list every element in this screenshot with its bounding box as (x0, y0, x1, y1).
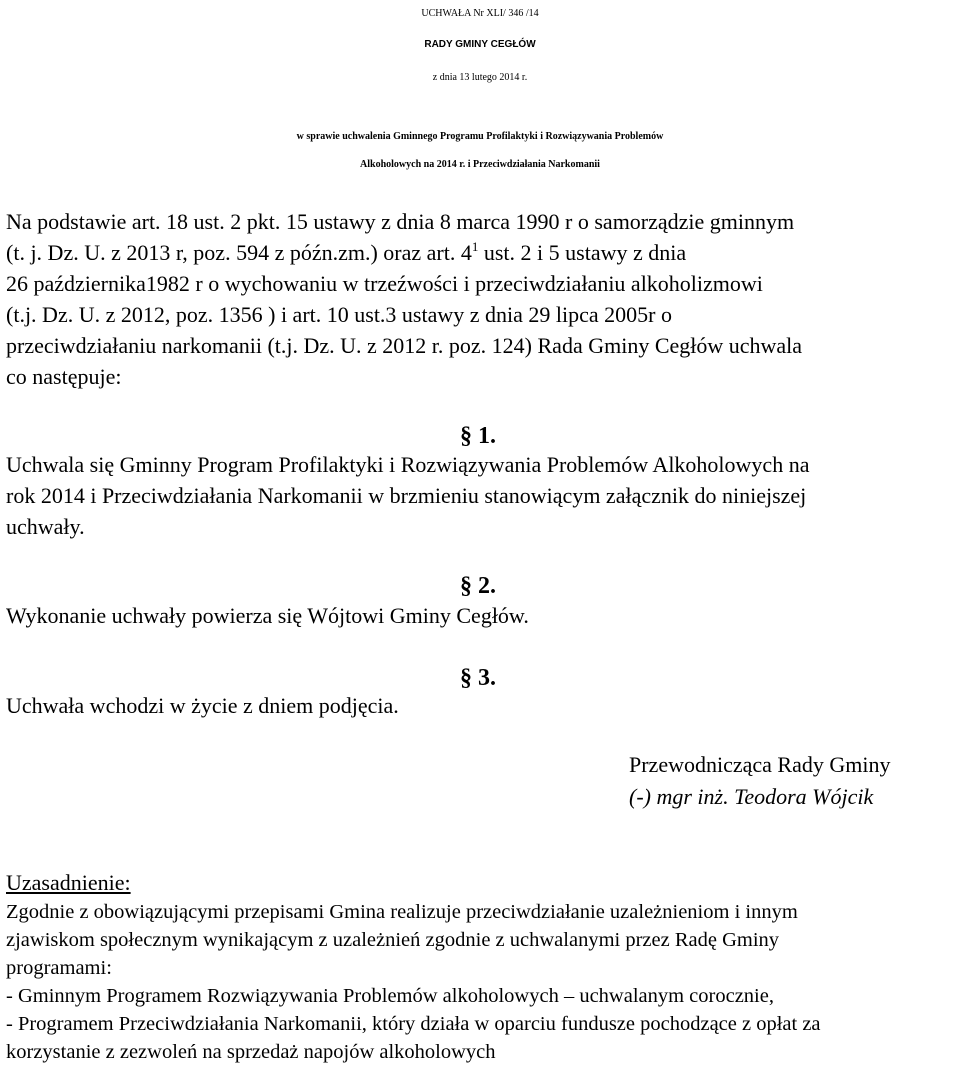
section-1-number: § 1. (460, 423, 496, 449)
preamble-line-4: (t.j. Dz. U. z 2012, poz. 1356 ) i art. 10 ust.3 ustawy z dnia 29 lipca 2005r o (6, 302, 672, 327)
resolution-date: z dnia 13 lutego 2014 r. (432, 72, 528, 83)
section-2-line-1: Wykonanie uchwały powierza się Wójtowi Gminy Cegłów. (6, 603, 529, 628)
preamble-line-2 (6, 240, 686, 266)
signature-name: (-) mgr inż. Teodora Wójcik (629, 784, 874, 809)
justification-heading: Uzasadnienie: (6, 870, 131, 895)
justification-line-1: Zgodnie z obowiązującymi przepisami Gmina realizuje przeciwdziałanie uzależnieniom i innym (6, 901, 798, 923)
section-1-line-1: Uchwala się Gminny Program Profilaktyki i Rozwiązywania Problemów Alkoholowych na (6, 452, 810, 477)
preamble-line-2-b: ust. 2 i 5 ustawy z dnia (478, 240, 687, 265)
section-1-line-3: uchwały. (6, 514, 85, 539)
subject-line-2: Alkoholowych na 2014 r. i Przeciwdziałania Narkomanii (360, 159, 600, 170)
justification-line-6: korzystanie z zezwoleń na sprzedaż napojów alkoholowych (6, 1041, 496, 1063)
justification-line-5: - Programem Przeciwdziałania Narkomanii, który działa w oparciu fundusze pochodzące z opłat za (6, 1013, 821, 1035)
section-1-line-2: rok 2014 i Przeciwdziałania Narkomanii w brzmieniu stanowiącym załącznik do niniejszej (6, 483, 807, 508)
section-2-number: § 2. (460, 573, 496, 599)
justification-line-3: programami: (6, 957, 112, 979)
signature-role: Przewodnicząca Rady Gminy (629, 752, 891, 777)
preamble-line-1: Na podstawie art. 18 ust. 2 pkt. 15 ustawy z dnia 8 marca 1990 r o samorządzie gminnym (6, 209, 795, 234)
subject-line-1: w sprawie uchwalenia Gminnego Programu Profilaktyki i Rozwiązywania Problemów (296, 131, 664, 142)
preamble-superscript: 1 (471, 239, 479, 254)
resolution-title: UCHWAŁA Nr XLI/ 346 /14 (421, 8, 539, 19)
preamble-line-2-a: (t. j. Dz. U. z 2013 r, poz. 594 z późn.zm.) oraz art. 4 (6, 240, 472, 265)
justification-line-2: zjawiskom społecznym wynikającym z uzależnień zgodnie z uchwalanymi przez Radę Gminy (6, 929, 780, 951)
justification-line-4: - Gminnym Programem Rozwiązywania Problemów alkoholowych – uchwalanym corocznie, (6, 985, 774, 1007)
section-3-number: § 3. (460, 665, 496, 691)
preamble-line-6: co następuje: (6, 364, 122, 389)
section-3-line-1: Uchwała wchodzi w życie z dniem podjęcia. (6, 693, 399, 718)
council-name: RADY GMINY CEGŁÓW (424, 39, 536, 50)
preamble-line-3: 26 października1982 r o wychowaniu w trzeźwości i przeciwdziałaniu alkoholizmowi (6, 271, 763, 296)
preamble-line-5: przeciwdziałaniu narkomanii (t.j. Dz. U. z 2012 r. poz. 124) Rada Gminy Cegłów uchwala (6, 333, 803, 358)
